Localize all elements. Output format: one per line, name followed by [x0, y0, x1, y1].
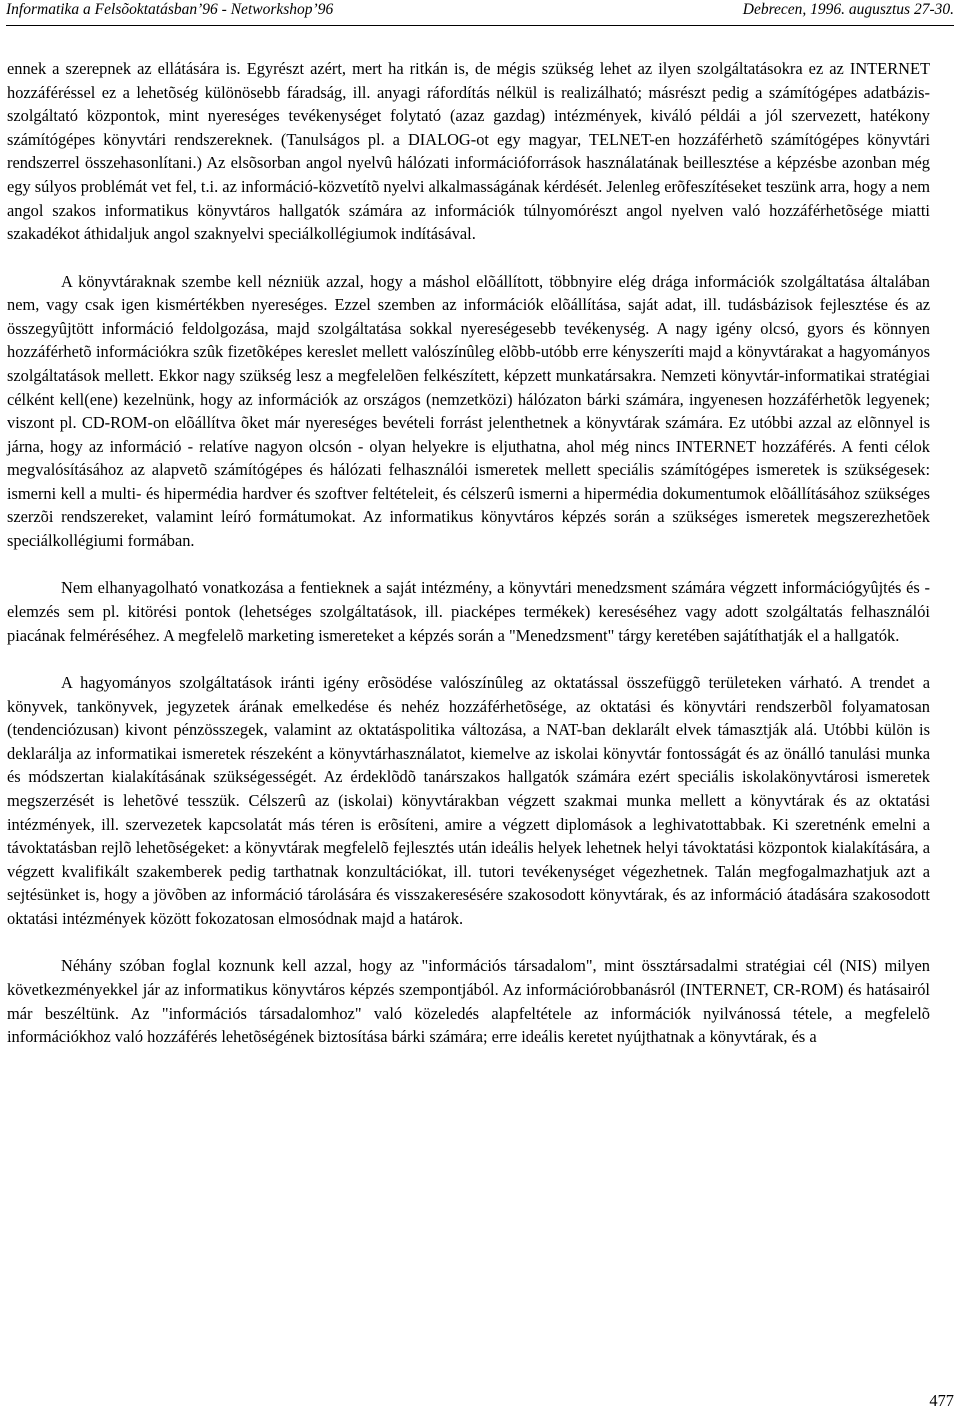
paragraph-2: A könyvtáraknak szembe kell nézniük azzal, hogy a máshol elõállított, többnyire elég drága információk szolgáltatása általában nem, vagy csak igen kismértékben nyereséges. Ezzel szemben az információk elõállítása, saját adat, ill. tudásbázisok fejlesztése és az összegyûjtött információ feldolgozása, majd szolgáltatása sokkal nyereségesebb tevékenység. A nagy igény olcsó, gyors és könnyen hozzáférhetõ információkra szûk fizetõképes kereslet mellett valószínûleg elõbb-utóbb erre kényszeríti majd a könyvtárakat a hagyományos szolgáltatások mellett. Ekkor nagy szükség lesz a megfelelõen felkészített, képzett munkatársakra. Nemzeti könyvtár-informatikai stratégiai célként kell(ene) kezelnünk, hogy az információk az országos (nemzetközi) hálózaton bárki számára, ingyenesen hozzáférhetõk legyenek; viszont pl. CD-ROM-on elõállítva õket már nyereséges bevételi forrást jelenthetnek a könyvtárak számára. Ez utóbbi azzal az elõnnyel is járna, hogy az információ - relatíve nagyon olcsón - olyan helyekre is eljuthatna, ahol még nincs INTERNET hozzáférés. A fenti célok megvalósításához az alapvetõ számítógépes és hálózati felhasználói ismeretek mellett speciális számítógépes ismeretek is szükségesek: ismerni kell a multi- és hipermédia hardver és szoftver feltételeit, és célszerû ismerni a hipermédia dokumentumok elõállításához szükséges szerzõi rendszereket, valamint leíró formátumokat. Az informatikus könyvtáros képzés során a szükséges ismeretek megszerezhetõek speciálkollégiumi formában.	[7, 271, 930, 551]
paragraph-4: A hagyományos szolgáltatások iránti igény erõsödése valószínûleg az oktatással összefüggõ területeken várható. A trendet a könyvek, tankönyvek, jegyzetek árának emelkedése és nehéz hozzáférhetõsége, az oktatási és könyvtári rendszerbõl folyamatosan (tendenciózusan) kivont pénzösszegek, valamint az oktatáspolitika változása, a NAT-ban deklarált elvek támasztják alá. Utóbbi külön is deklarálja az informatikai ismeretek részeként a könyvtárhasználatot, kiemelve az iskolai könyvtár fontosságát és az önálló tanulási munka és módszertan kialakításának szükségességét. Az érdeklõdõ tanárszakos hallgatók számára ezért speciális iskolakönyvtárosi ismeretek megszerzését is lehetõvé tesszük. Célszerû az (iskolai) könyvtárakban végzett szakmai munka mellett a könyvtárak és az oktatási intézmények, ill. szervezetek kapcsolatát más téren is erõsíteni, amire a végzett diplomások a leghivatottabbak. Ki szeretnénk emelni a távoktatásban rejlõ lehetõségeket: a könyvtárak megfelelõ fejlesztés után ideális helyek lehetnek helyi távoktatási központok kialakítására, a végzett kvalifikált szakemberek pedig tarthatnak konzultációkat, ill. tutori tevékenységet végezhetnek. Talán megfogalmazhatjuk azt a sejtésünket is, hogy a jövõben az információ tárolására és visszakeresésére szakosodott könyvtárak, és az információ átadására szakosodott oktatási intézmények között fokozatosan elmosódnak majd a határok.	[7, 673, 930, 928]
header-right-dateline: Debrecen, 1996. augusztus 27-30.	[742, 1, 954, 18]
header-rule	[6, 25, 954, 26]
page-number: 477	[929, 1391, 954, 1410]
header-left-title: Informatika a Felsõoktatásban’96 - Networkshop’96	[6, 1, 334, 18]
paragraph-3: Nem elhanyagolható vonatkozása a fentieknek a saját intézmény, a könyvtári menedzsment számára végzett információgyûjtés és -elemzés sem pl. kitörési pontok (lehetséges szolgáltatások, ill. piacképes termékek) kereséséhez vagy adott szolgáltatás felhasználói piacának felméréséhez. A megfelelõ marketing ismereteket a képzés során a "Menedzsment" tárgy keretében sajátíthatják el a hallgatók.	[7, 578, 930, 645]
paragraph-1: ennek a szerepnek az ellátására is. Egyrészt azért, mert ha ritkán is, de mégis szükség lehet az ilyen szolgáltatásokra ez az INTERNET hozzáféréssel ez a lehetõség különösebb fáradság, ill. anyagi ráfordítás nélkül is realizálható; másrészt pedig a számítógépes adatbázis-szolgáltató központok, mint nyereséges tevékenységet folytató (azaz gazdag) intézmények, kiváló példái a jól szervezett, hatékony számítógépes könyvtári rendszereknek. (Tanulságos pl. a DIALOG-ot egy magyar, TELNET-en hozzáférhetõ számítógépes könyvtári rendszerrel összehasonlítani.) Az elsõsorban angol nyelvû hálózati információforrások használatának beillesztése a képzésbe azonban még egy súlyos problémát vet fel, t.i. az információ-közvetítõ nyelvi alkalmasságának kérdését. Jelenleg erõfeszítéseket teszünk arra, hogy a nem angol szakos informatikus könyvtáros hallgatók számára az információk túlnyomórészt angol nyelven való hozzáférhetõsége miatti szakadékot áthidaljuk angol szaknyelvi speciálkollégiumok indításával.	[7, 59, 930, 244]
running-header	[6, 0, 954, 27]
body-text	[7, 57, 930, 1073]
paragraph-5: Néhány szóban foglal koznunk kell azzal, hogy az "információs társadalom", mint össztársadalmi stratégiai cél (NIS) milyen következményekkel jár az informatikus könyvtáros képzés szempontjából. Az információrobbanásról (INTERNET, CR-ROM) és hatásairól már beszéltünk. Az "információs társadalomhoz" való közeledés alapfeltétele az információk nyilvánossá tétele, a megfelelõ információkhoz való hozzáférés lehetõségének biztosítása bárki számára; erre ideális keretet nyújthatnak a könyvtárak, és a	[7, 956, 930, 1047]
